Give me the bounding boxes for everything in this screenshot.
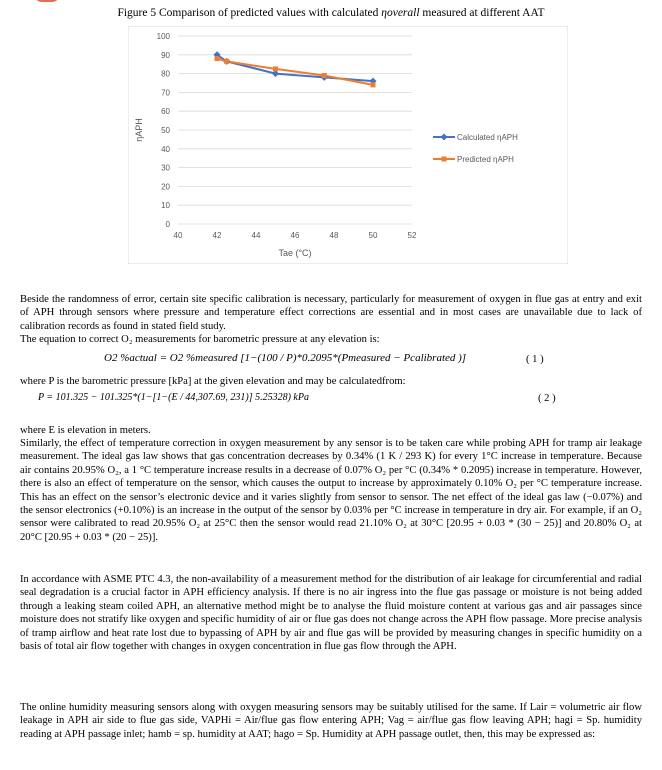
- top-decoration: [34, 0, 60, 2]
- y-tick-label: 50: [161, 126, 170, 135]
- x-tick-label: 52: [407, 231, 417, 240]
- data-point: [215, 56, 220, 61]
- figure-caption: [0, 7, 662, 19]
- y-tick-label: 30: [161, 163, 170, 173]
- figure-caption-prefix: Figure 5 Comparison of predicted values with calculated: [117, 7, 382, 19]
- legend-marker: [442, 157, 447, 162]
- y-tick-label: 80: [161, 69, 170, 79]
- y-tick-label: 40: [161, 144, 170, 154]
- equation-1: O2 %actual = O2 %measured [1−(100 / P)*0.2095*(Pmeasured − Pcalibrated )]: [104, 352, 467, 364]
- data-point: [273, 66, 278, 71]
- x-tick-label: 44: [251, 231, 261, 240]
- y-axis-label: ηAPH: [134, 118, 144, 142]
- y-tick-label: 60: [161, 107, 170, 117]
- y-tick-label: 0: [165, 220, 170, 229]
- x-tick-label: 42: [212, 231, 222, 240]
- paragraph-4: where E is elevation in meters.: [20, 425, 151, 436]
- paragraph-7: The online humidity measuring sensors along with oxygen measuring sensors may be suitably utilised for the same. If Lair = volumetric air flow leakage in APH air side to flue gas side, VAPHi = Air/flue gas flow entering APH; Vag = air/flue gas flow leaving APH; hagi = Sp. humidity reading at APH passage inlet; hamb = sp. humidity at AAT; hago = Sp. Humidity at APH passage outlet, then, this may be expressed as:: [20, 702, 642, 740]
- legend-label: Calculated ηAPH: [457, 133, 518, 142]
- x-tick-label: 48: [329, 231, 339, 240]
- data-point: [371, 82, 376, 87]
- figure-caption-suffix: measured at different AAT: [419, 7, 545, 19]
- y-tick-label: 20: [161, 182, 170, 192]
- paragraph-3: where P is the barometric pressure [kPa] at the given elevation and may be calculatedfrom:: [20, 376, 406, 387]
- equation-1-number: ( 1 ): [526, 354, 544, 365]
- paragraph-5: Similarly, the effect of temperature correction in oxygen measurement by any sensor is to be taken care while probing APH for tramp air leakage measurement. The ideal gas law shows that gas concentration decreases by 0.34% (1 K / 293 K) for every 1°C increase in temperature. Because air contains 20.95% O₂, a 1 °C temperature increase results in a decrease of 0.07% O₂ per °C (0.34% * 0.2095) increase in temperature. However, there is also an effect of temperature on the sensor, which causes the output to increase by approximately 0.10% O₂ per °C temperature increase. This has an effect on the sensor’s electronic device and it varies slightly from sensor to sensor. The net effect of the ideal gas law (−0.07%) and the sensor electronics (+0.10%) is an increase in the output of the sensor by 0.03% per °C increase in temperature in dry air. For example, if an O₂ sensor were calibrated to read 20.95% O₂ at 25°C then the sensor would read 21.10% O₂ at 30°C [20.95 + 0.03 * (30 − 25)] and 20.80% O₂ at 20°C [20.95 + 0.03 * (20 − 25)].: [20, 438, 642, 543]
- x-tick-label: 40: [173, 231, 183, 240]
- y-tick-label: 90: [161, 50, 170, 60]
- data-point: [224, 59, 229, 64]
- chart-frame: [128, 26, 568, 264]
- line-chart: [128, 26, 568, 264]
- data-point: [322, 73, 327, 78]
- y-tick-label: 70: [161, 88, 170, 98]
- equation-2-number: ( 2 ): [538, 393, 556, 404]
- x-tick-label: 46: [290, 231, 300, 240]
- legend-label: Predicted ηAPH: [457, 155, 514, 164]
- figure-caption-symbol: ηoverall: [381, 7, 420, 19]
- paragraph-2: The equation to correct O₂ measurements for barometric pressure at any elevation is:: [20, 334, 380, 345]
- y-tick-label: 100: [156, 32, 170, 41]
- paragraph-6: In accordance with ASME PTC 4.3, the non-availability of a measurement method for the distribution of air leakage for circumferential and radial seal degradation is a crucial factor in APH efficiency analysis. If there is no air ingress into the flue gas passage or moisture is not being added through a leaking steam coiled APH, an alternative method might be to analyse the fluid moisture content at various gas and air passages since moisture does not stratify like oxygen and specific humidity of air or flue gas does not change across the APH flow passage. More precise analysis of tramp airflow and heat rate lost due to bypassing of APH by air and flue gas will be provided by measuring changes in specific humidity on a basis of total air flow together with changes in oxygen concentration in flue gas flow through the APH.: [20, 574, 642, 653]
- x-axis-label: Tae (°C): [278, 248, 312, 258]
- x-tick-label: 50: [368, 231, 378, 240]
- paragraph-1: Beside the randomness of error, certain site specific calibration is necessary, particularly for measurement of oxygen in flue gas at entry and exit of APH through sensors where pressure and temperature effect corrections are essential and in most cases are unavailable due to lack of calibration records as found in stated field study.: [20, 294, 642, 332]
- y-tick-label: 10: [161, 201, 170, 211]
- equation-2: P = 101.325 − 101.325*(1−[1−(E / 44,307.69, 231)] 5.25328) kPa: [38, 392, 309, 403]
